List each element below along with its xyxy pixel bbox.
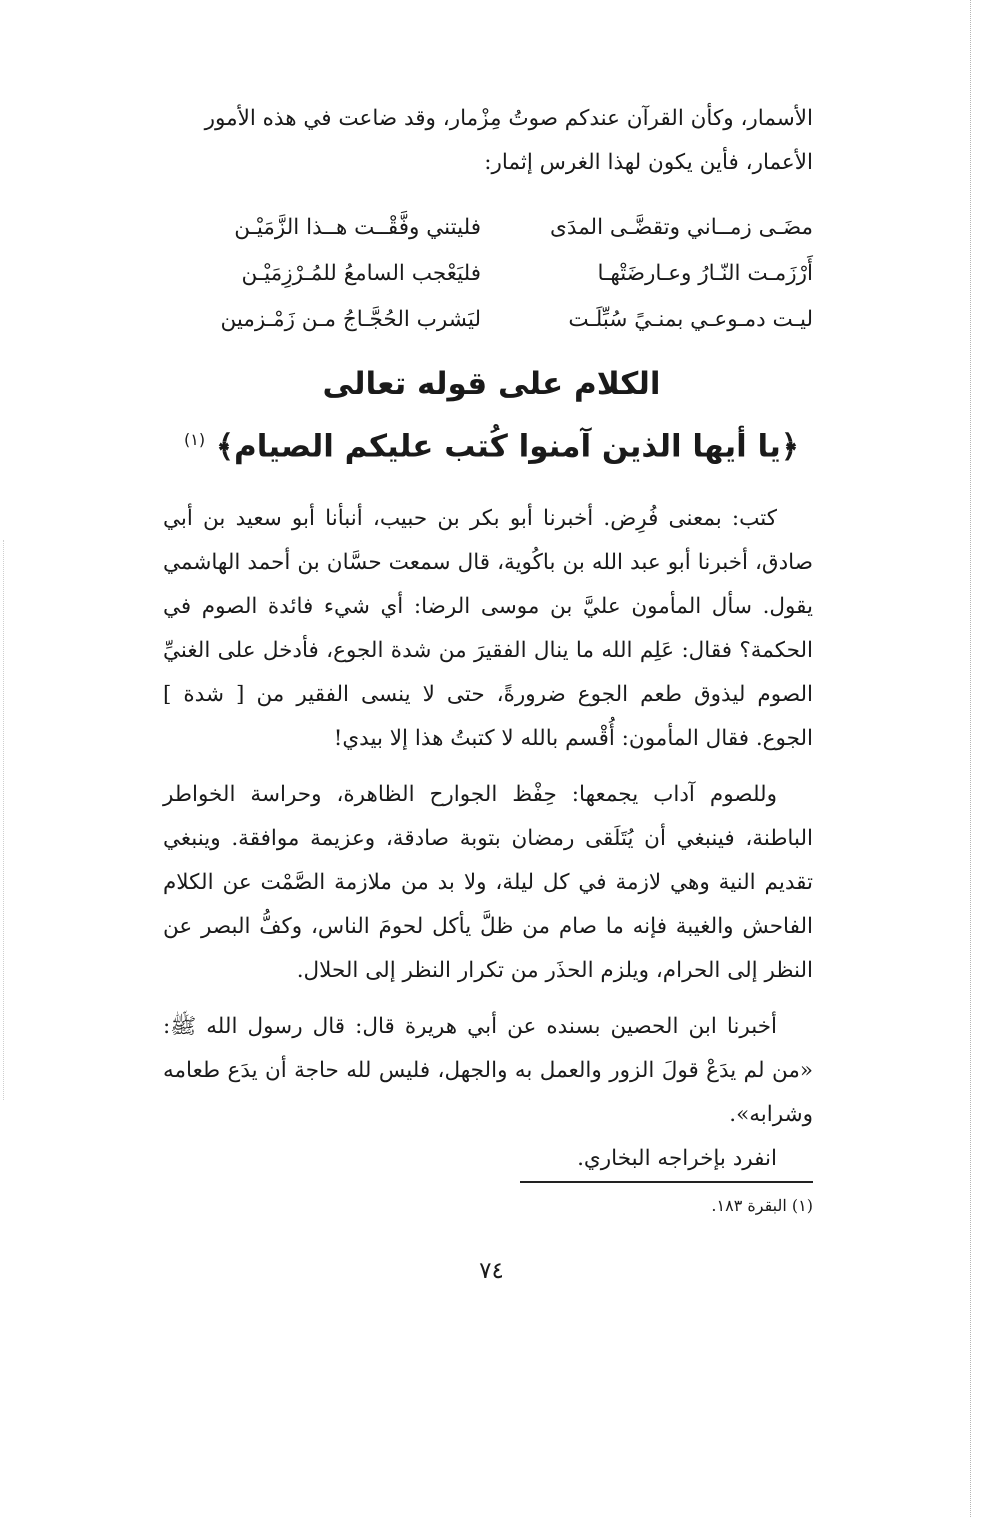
- verse-1-first-hemistich: مضَـى زمــاني وتقضَّـى المدَى: [549, 215, 813, 240]
- intro-text: [163, 97, 813, 185]
- verse-2-second-hemistich: فليَعْجب السامعُ للمُـرْزِمَيْـن: [241, 261, 481, 286]
- poem: [163, 205, 813, 343]
- page-edge-left: [3, 540, 5, 1100]
- quran-verse: ﴿يا أيها الذين آمنوا كُتب عليكم الصيام﴾: [215, 428, 800, 465]
- page-number: ٧٤: [479, 1258, 504, 1284]
- section-verse-heading: [0, 418, 983, 468]
- verse-2: [163, 251, 813, 297]
- paragraph-1: كتب: بمعنى فُرِض. أخبرنا أبو بكر بن حبيب، أنبأنا أبو سعيد بن أبي صادق، أخبرنا أبو عبد الله بن باكُوية، قال سمعت حسَّان بن أحمد الهاشمي يقول. سأل المأمون عليَّ بن موسى الرضا: أي شيء فائدة الصوم في الحكمة؟ فقال: عَلِم الله ما ينال الفقيرَ من شدة الجوع، فأدخل على الغنيِّ الصوم ليذوق طعم الجوع ضرورةً، حتى لا ينسى الفقير من [ شدة ] الجوع. فقال المأمون: أُقْسم بالله لا كتبتُ هذا إلا بيدي!: [163, 506, 813, 751]
- verse-3: [163, 297, 813, 343]
- verse-2-first-hemistich: أَرْزَمـت النّـارُ وعـارضَتْهـا: [597, 261, 813, 286]
- verse-3-second-hemistich: ليَشرب الحُجَّـاجُ مـن زَمْـزمين: [220, 307, 481, 332]
- body-text: [163, 497, 813, 1181]
- page-edge-right: [969, 0, 971, 1517]
- footnote-reference: (١): [183, 430, 206, 449]
- verse-1-second-hemistich: فليتني وفَّقْــت هــذا الزَّمَيْـن: [234, 215, 481, 240]
- section-title: الكلام على قوله تعالى: [322, 366, 661, 402]
- footnote-separator: [520, 1181, 813, 1183]
- verse-3-first-hemistich: ليـت دمـوعـي بمنـيً سُبِّلَـت: [568, 307, 813, 332]
- verse-1: [163, 205, 813, 251]
- footnote: (١) البقرة ١٨٣.: [711, 1196, 813, 1215]
- paragraph-4: انفرد بإخراجه البخاري.: [577, 1146, 777, 1171]
- paragraph-2: وللصوم آداب يجمعها: حِفْظ الجوارح الظاهرة، وحراسة الخواطر الباطنة، فينبغي أن يُتَلَقى رمضان بتوبة صادقة، وعزيمة موافقة. وينبغي تقديم النية وهي لازمة في كل ليلة، ولا بد من ملازمة الصَّمْت عن الكلام الفاحش والغيبة فإنه ما صام من ظلَّ يأكل لحومَ الناس، وكفُّ البصر عن النظر إلى الحرام، ويلزم الحذَر من تكرار النظر إلى الحلال.: [163, 782, 813, 983]
- paragraph-3: أخبرنا ابن الحصين بسنده عن أبي هريرة قال: قال رسول الله ﷺ: «من لم يدَعْ قولَ الزور والعمل به والجهل، فليس لله حاجة أن يدَع طعامه وشرابه».: [163, 1014, 813, 1127]
- intro-line-2: الأعمار، فأين يكون لهذا الغرس إثمار:: [484, 150, 813, 175]
- intro-line-1: الأسمار، وكأن القرآن عندكم صوتُ مِزْمار، وقد ضاعت في هذه الأمور: [204, 106, 813, 131]
